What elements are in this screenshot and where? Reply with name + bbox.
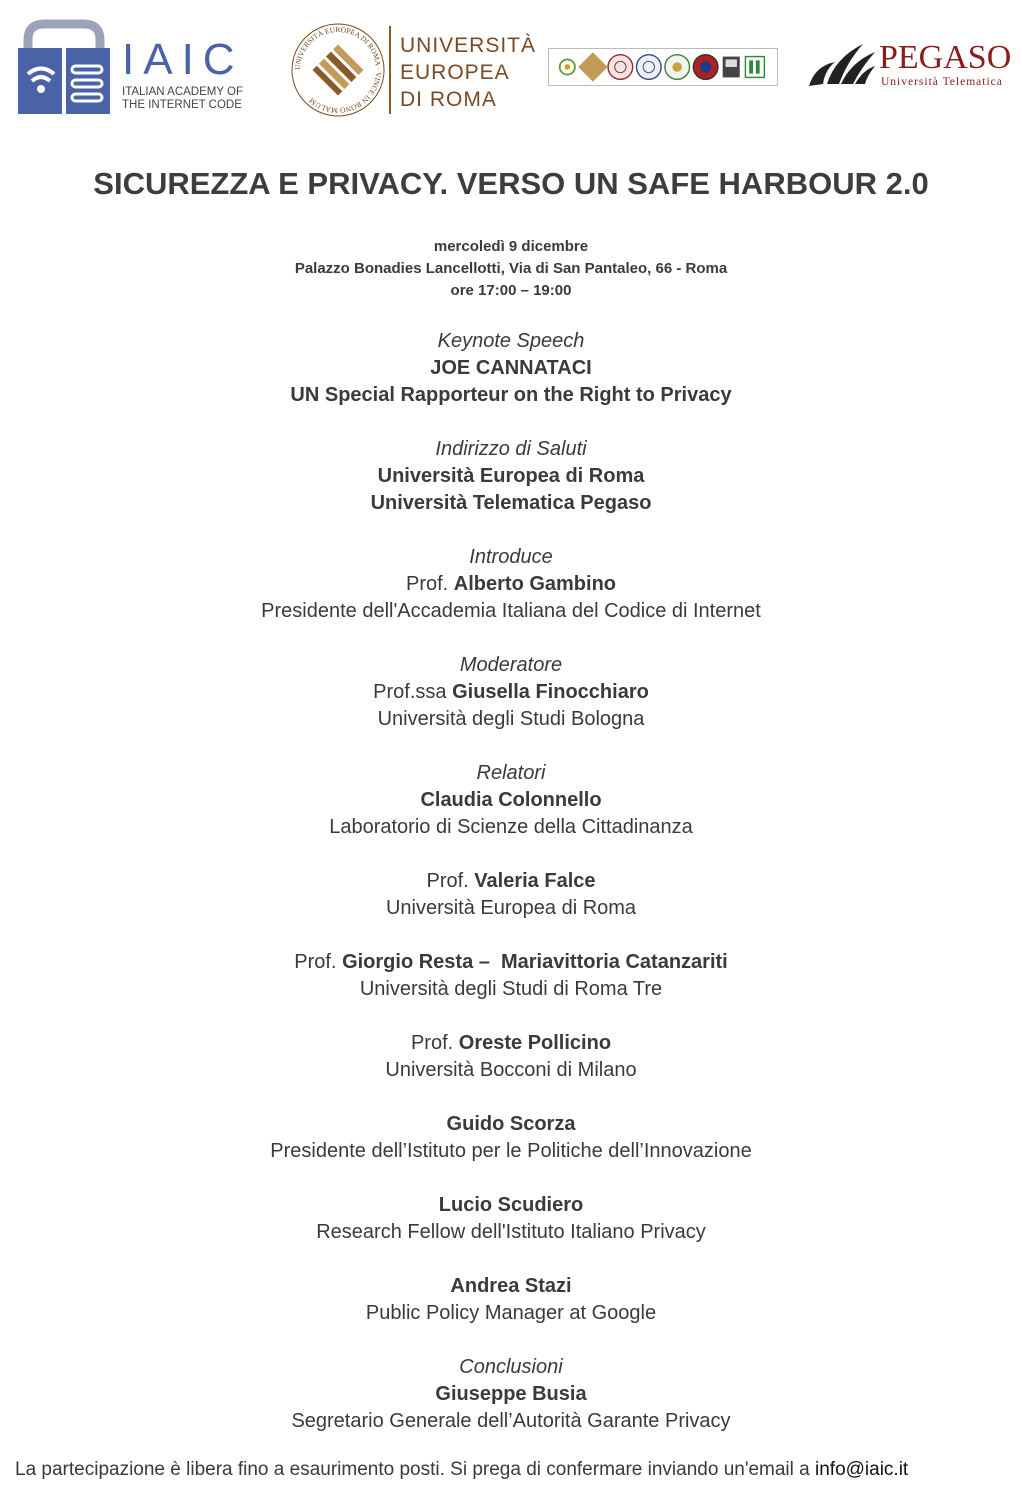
uer-seal-icon [290,22,386,118]
relatore-block [0,949,1022,1003]
role-label: Moderatore [459,654,563,676]
speaker-affiliation: Research Fellow dell'Istituto Italiano Privacy [316,1221,706,1243]
partner-seal-icon [636,55,661,80]
uer-wordmark [400,32,536,113]
contact-email-link[interactable]: info@iaic.it [815,1459,909,1480]
speaker-affiliation: Università degli Studi di Roma Tre [359,978,663,1000]
speaker-name: Alberto Gambino [453,573,617,595]
speaker-title: Prof. [294,951,343,973]
speaker-affiliation: Università Europea di Roma [385,897,637,919]
uer-wordmark-line: DI ROMA [400,88,497,111]
partner-seal-icon [665,55,690,80]
relatore-block [0,1273,1022,1327]
institution-name: Università Telematica Pegaso [370,492,652,514]
speaker-line [0,1111,1022,1138]
partner-seals-strip [548,48,778,86]
role-label: Conclusioni [459,1356,563,1378]
pegasus-wing-icon [805,40,877,88]
uer-logo [290,22,535,117]
relatore-block [0,1030,1022,1084]
partner-seal-icon [578,52,607,81]
logo-header [0,0,1022,130]
svg-text:UNIVERSITÀ EUROPEA DI ROMA · V [293,25,383,115]
speaker-line [0,571,1022,598]
speaker-affiliation: Segretario Generale dell’Autorità Garante Privacy [291,1410,731,1432]
iaic-wordmark: IAIC [122,35,244,84]
partner-seal-icon [560,59,575,74]
speaker-name: Andrea Stazi [450,1275,572,1297]
speaker-name: Lucio Scudiero [438,1194,584,1216]
role-label: Relatori [476,762,546,784]
iaic-logo [18,18,253,114]
speaker-line [0,1273,1022,1300]
event-date: mercoledì 9 dicembre [433,238,589,255]
partner-seal-icon [693,55,718,80]
speaker-title: Prof.ssa [373,681,453,703]
saluti-block [0,436,1022,517]
speaker-name: Giusella Finocchiaro [452,681,649,703]
speaker-line [0,1030,1022,1057]
pegaso-wordmark: PEGASO [879,39,1012,76]
speaker-name: Giorgio Resta – Mariavittoria Catanzariti [342,951,728,973]
institution-name: Università Europea di Roma [377,465,645,487]
iaic-emblem-icon [18,18,110,114]
speaker-line [0,949,1022,976]
speaker-name: Giuseppe Busia [435,1383,587,1405]
speaker-name: Valeria Falce [474,870,596,892]
partner-seal-icon [608,55,633,80]
uer-wordmark-line: EUROPEA [400,61,510,84]
speaker-line [0,679,1022,706]
speaker-affiliation: Public Policy Manager at Google [365,1302,657,1324]
speaker-name: Claudia Colonnello [420,789,602,811]
speaker-title: Prof. [405,573,454,595]
speaker-affiliation: Laboratorio di Scienze della Cittadinanza [329,816,693,838]
event-info [0,236,1022,302]
pegaso-logo [805,38,1010,98]
uer-divider [389,26,391,114]
moderatore-block [0,652,1022,733]
keynote-block [0,328,1022,409]
pegaso-subtitle: Università Telematica [881,76,1003,88]
speaker-line [0,1192,1022,1219]
iaic-tagline-line: THE INTERNET CODE [122,99,242,111]
speaker-affiliation: Università Bocconi di Milano [385,1059,637,1081]
role-label: Introduce [469,546,553,568]
introduce-block [0,544,1022,625]
speaker-line [0,787,1022,814]
conclusioni-block [0,1354,1022,1435]
speaker-line [0,868,1022,895]
role-label: Keynote Speech [437,330,585,352]
iaic-tagline-line: ITALIAN ACADEMY OF [122,86,243,98]
partner-seal-icon [723,57,740,78]
relatore-block [0,1111,1022,1165]
speaker-title: Prof. [426,870,475,892]
event-venue: Palazzo Bonadies Lancellotti, Via di San Pantaleo, 66 - Roma [294,260,728,277]
speaker-title: Prof. [410,1032,459,1054]
footer-note [15,1458,1005,1482]
role-label: Indirizzo di Saluti [435,438,587,460]
relatore-block [0,868,1022,922]
uer-seal-text: UNIVERSITÀ EUROPEA DI ROMA · VINCE IN BONO MALUM [292,24,384,116]
iaic-tagline [122,86,262,112]
speaker-affiliation: Presidente dell'Accademia Italiana del Codice di Internet [261,600,761,622]
footer-text: La partecipazione è libera fino a esaurimento posti. Si prega di confermare inviando un'email a [15,1459,815,1480]
speaker-name: JOE CANNATACI [430,357,592,379]
speaker-name: Oreste Pollicino [458,1032,612,1054]
uer-wordmark-line: UNIVERSITÀ [400,34,537,57]
speaker-affiliation: UN Special Rapporteur on the Right to Privacy [290,384,732,406]
partner-seal-icon [745,57,764,78]
speaker-affiliation: Università degli Studi Bologna [377,708,645,730]
speaker-name: Guido Scorza [446,1113,576,1135]
event-title: SICUREZZA E PRIVACY. VERSO UN SAFE HARBOUR 2.0 [93,166,929,201]
event-time: ore 17:00 – 19:00 [450,282,572,299]
relatore-block [0,1192,1022,1246]
speaker-affiliation: Presidente dell’Istituto per le Politiche dell’Innovazione [270,1140,752,1162]
program [0,328,1022,1462]
relatore-block [0,760,1022,841]
